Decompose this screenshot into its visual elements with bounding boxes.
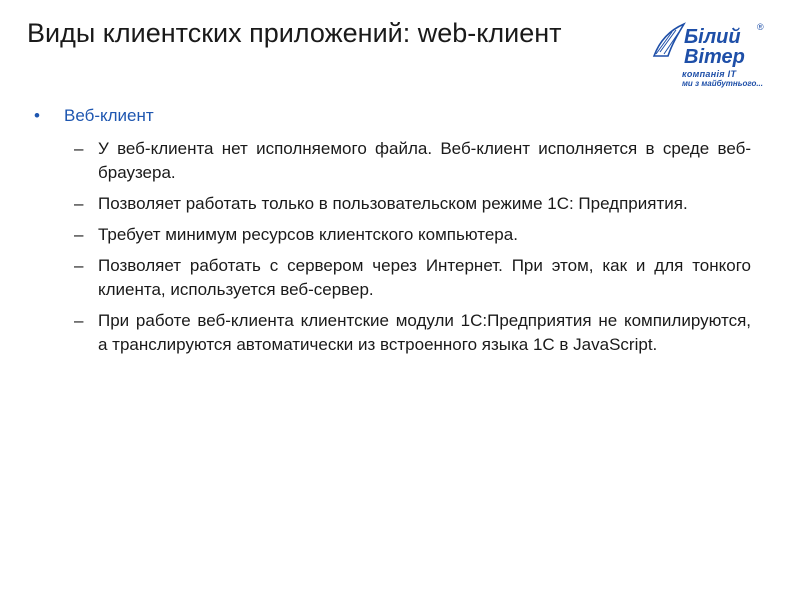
sub-bullet-text: При работе веб-клиента клиентские модули 1С:Предприятия не компилируются, а транслируются автоматически из встроенного языка 1С в JavaScript.	[98, 311, 751, 354]
sub-bullet-list	[0, 137, 800, 364]
sub-bullet-text: Требует минимум ресурсов клиентского компьютера.	[98, 225, 518, 244]
sub-bullet-item	[0, 309, 800, 357]
dash-icon: –	[74, 311, 84, 330]
dash-icon: –	[74, 256, 84, 275]
logo-tagline-1: компанія ІТ	[682, 69, 737, 79]
company-logo	[650, 20, 780, 95]
sub-bullet-text: У веб-клиента нет исполняемого файла. Веб-клиент исполняется в среде веб-браузера.	[98, 139, 751, 182]
sub-bullet-text: Позволяет работать только в пользовательском режиме 1С: Предприятия.	[98, 194, 688, 213]
sub-bullet-item	[0, 137, 800, 185]
sub-bullet-item	[0, 223, 800, 247]
logo-wing-icon	[650, 22, 686, 70]
dash-icon: –	[74, 139, 84, 158]
logo-word-1: Білий	[684, 26, 741, 48]
bullet-dot-icon: •	[34, 106, 40, 125]
sub-bullet-item	[0, 192, 800, 216]
logo-word-2: Вітер	[684, 46, 745, 68]
logo-tagline-2: ми з майбутнього...	[682, 79, 763, 88]
sub-bullet-item	[0, 254, 800, 302]
dash-icon: –	[74, 194, 84, 213]
slide-title: Виды клиентских приложений: web-клиент	[27, 18, 562, 48]
dash-icon: –	[74, 225, 84, 244]
registered-mark: ®	[757, 22, 764, 32]
bullet-label: Веб-клиент	[64, 106, 154, 125]
sub-bullet-text: Позволяет работать с сервером через Интернет. При этом, как и для тонкого клиента, используется веб-сервер.	[98, 256, 751, 299]
